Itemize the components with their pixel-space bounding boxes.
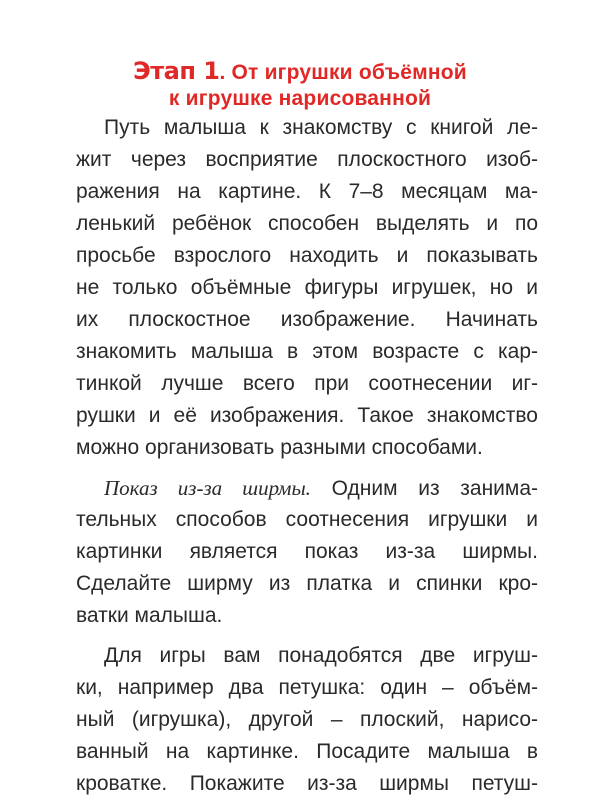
text-line: Путь малыша к знакомству с книгой ле-	[104, 116, 538, 139]
text-line: можно организовать разными способами.	[76, 436, 483, 459]
text-line: тинкой лучше всего при соотнесении иг-	[76, 372, 538, 395]
text-line: Для игры вам понадобятся две игруш-	[104, 644, 538, 667]
paragraph-gap	[76, 464, 538, 472]
first-line-rest: Одним из занима-	[310, 477, 538, 500]
text-line: ный (игрушка), другой – плоский, нарисо-	[76, 708, 538, 731]
heading-line-1	[0, 58, 600, 86]
section-heading	[0, 58, 600, 112]
text-line: ванный на картинке. Посадите малыша в	[76, 740, 538, 763]
text-line: рушки и её изображения. Такое знакомство	[76, 404, 538, 427]
text-line: ленький ребёнок способен выделять и по	[76, 212, 538, 235]
stage-label: Этап 1	[133, 57, 220, 85]
heading-line-2: к игрушке нарисованной	[168, 87, 432, 110]
text-line: ватки малыша.	[76, 604, 223, 627]
text-line: не только объёмные фигуры игрушек, но и	[76, 276, 538, 299]
italic-lead: Показ из-за ширмы.	[104, 476, 311, 500]
text-line	[76, 472, 538, 504]
text-line: их плоскостное изображение. Начинать	[76, 308, 538, 331]
text-line: ражения на картине. К 7–8 месяцам ма-	[76, 180, 538, 203]
text-line: кроватке. Покажите из-за ширмы петуш-	[76, 772, 538, 795]
text-line: жит через восприятие плоскостного изоб-	[76, 148, 538, 171]
text-line: тельных способов соотнесения игрушки и	[76, 508, 538, 531]
paragraph-gap	[76, 632, 538, 640]
text-line: картинки является показ из-за ширмы.	[76, 540, 538, 563]
text-line: Сделайте ширму из платка и спинки кро-	[76, 572, 538, 595]
text-line: знакомить малыша в этом возрасте с кар-	[76, 340, 538, 363]
text-line: ки, например два петушка: один – объём-	[76, 676, 538, 699]
body-text	[76, 112, 538, 800]
heading-title-part-1: . От игрушки объёмной	[219, 61, 467, 84]
text-line: просьбе взрослого находить и показывать	[76, 244, 538, 267]
